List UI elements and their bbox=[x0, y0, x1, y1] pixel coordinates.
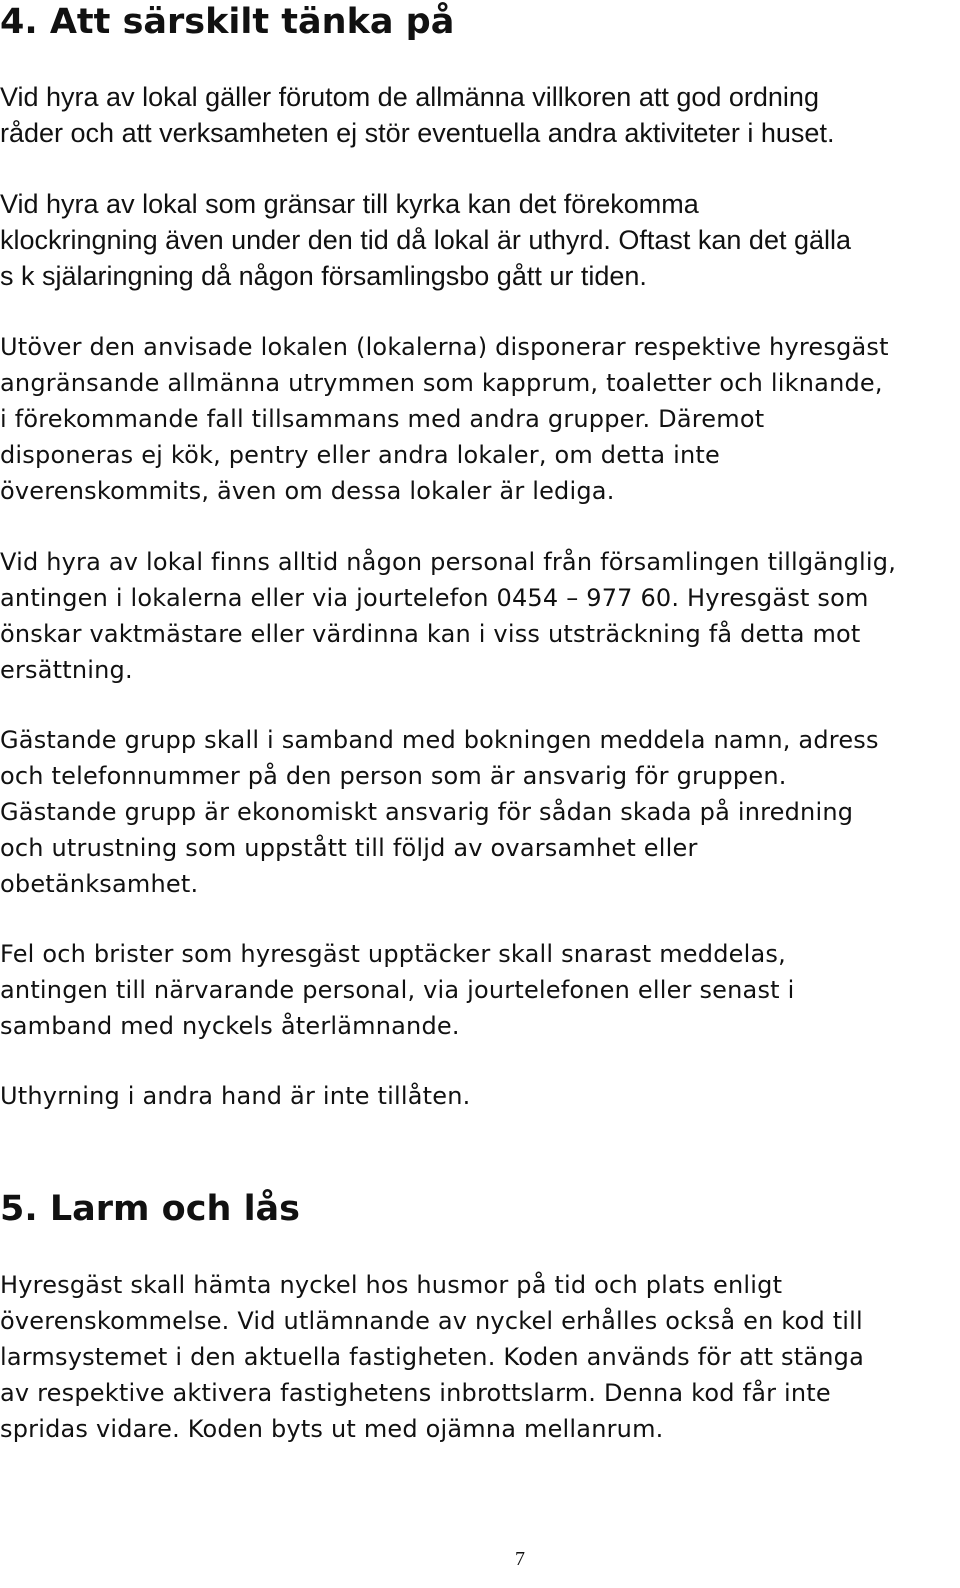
text-line: angränsande allmänna utrymmen som kapprum, toaletter och liknande, bbox=[0, 369, 883, 397]
section-4-paragraph-5 bbox=[0, 722, 960, 902]
text-line: överenskommits, även om dessa lokaler är lediga. bbox=[0, 477, 615, 505]
text-line: antingen till närvarande personal, via jourtelefonen eller senast i bbox=[0, 976, 795, 1004]
text-line: Utöver den anvisade lokalen (lokalerna) disponerar respektive hyresgäst bbox=[0, 333, 889, 361]
text-line: disponeras ej kök, pentry eller andra lokaler, om detta inte bbox=[0, 441, 720, 469]
text-line: Vid hyra av lokal finns alltid någon personal från församlingen tillgänglig, bbox=[0, 548, 897, 576]
text-line: obetänksamhet. bbox=[0, 870, 199, 898]
section-4-paragraph-2 bbox=[0, 186, 960, 294]
text-line: Uthyrning i andra hand är inte tillåten. bbox=[0, 1082, 471, 1110]
text-line: Vid hyra av lokal som gränsar till kyrka kan det förekomma bbox=[0, 189, 699, 219]
text-line: Hyresgäst skall hämta nyckel hos husmor på tid och plats enligt bbox=[0, 1271, 783, 1299]
text-line: i förekommande fall tillsammans med andra grupper. Däremot bbox=[0, 405, 765, 433]
text-line: ersättning. bbox=[0, 656, 133, 684]
text-line: spridas vidare. Koden byts ut med ojämna mellanrum. bbox=[0, 1415, 664, 1443]
section-4-paragraph-3 bbox=[0, 329, 960, 509]
text-line: larmsystemet i den aktuella fastigheten. Koden används för att stänga bbox=[0, 1343, 864, 1371]
section-4-paragraph-7 bbox=[0, 1078, 960, 1114]
section-4-paragraph-4 bbox=[0, 544, 960, 688]
text-line: av respektive aktivera fastighetens inbrottslarm. Denna kod får inte bbox=[0, 1379, 831, 1407]
text-line: klockringning även under den tid då lokal är uthyrd. Oftast kan det gälla bbox=[0, 225, 852, 255]
section-4-paragraph-1 bbox=[0, 79, 960, 151]
text-line: samband med nyckels återlämnande. bbox=[0, 1012, 460, 1040]
text-line: råder och att verksamheten ej stör eventuella andra aktiviteter i huset. bbox=[0, 118, 835, 148]
text-line: Gästande grupp är ekonomiskt ansvarig för sådan skada på inredning bbox=[0, 798, 854, 826]
text-line: Gästande grupp skall i samband med bokningen meddela namn, adress bbox=[0, 726, 879, 754]
text-line: Fel och brister som hyresgäst upptäcker skall snarast meddelas, bbox=[0, 940, 786, 968]
text-line: överenskommelse. Vid utlämnande av nyckel erhålles också en kod till bbox=[0, 1307, 863, 1335]
section-5-heading: 5. Larm och lås bbox=[0, 1189, 301, 1229]
section-4-paragraph-6 bbox=[0, 936, 960, 1044]
text-line: antingen i lokalerna eller via jourtelefon 0454 – 977 60. Hyresgäst som bbox=[0, 584, 869, 612]
text-line: och utrustning som uppstått till följd av ovarsamhet eller bbox=[0, 834, 698, 862]
text-line: önskar vaktmästare eller värdinna kan i viss utsträckning få detta mot bbox=[0, 620, 861, 648]
section-4-heading: 4. Att särskilt tänka på bbox=[0, 2, 455, 42]
section-5-paragraph-1 bbox=[0, 1267, 960, 1447]
text-line: och telefonnummer på den person som är ansvarig för gruppen. bbox=[0, 762, 787, 790]
text-line: Vid hyra av lokal gäller förutom de allmänna villkoren att god ordning bbox=[0, 82, 819, 112]
page-number: 7 bbox=[515, 1548, 525, 1570]
text-line: s k själaringning då någon församlingsbo gått ur tiden. bbox=[0, 261, 647, 291]
